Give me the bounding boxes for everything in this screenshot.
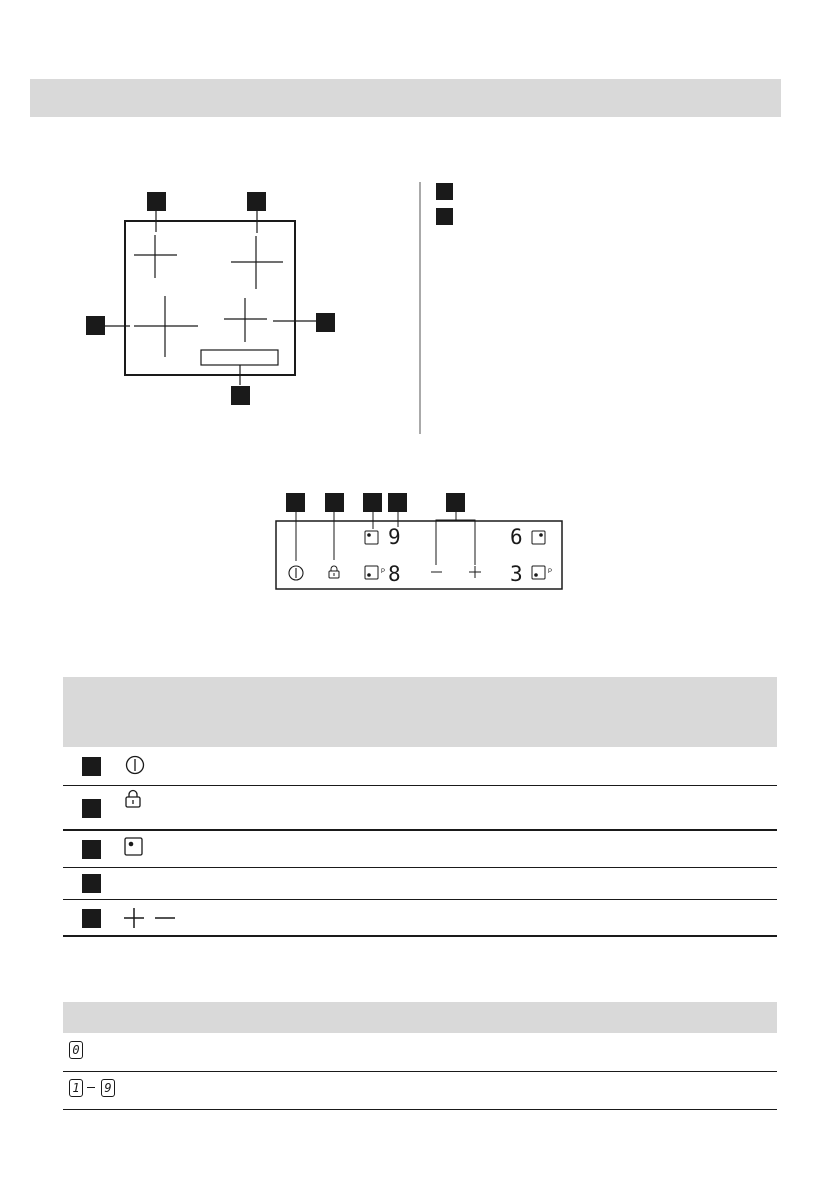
- lock-icon: [123, 789, 143, 811]
- zone-indicator-icon: [365, 531, 378, 544]
- panel-callout-marker: [325, 493, 344, 512]
- row-marker: [82, 909, 101, 928]
- minus-icon: [153, 906, 177, 930]
- cooking-zone-top-left: [134, 235, 177, 278]
- panel-callout-marker: [388, 493, 407, 512]
- table-divider: [63, 1071, 777, 1072]
- table-divider: [63, 785, 777, 786]
- table-divider: [63, 829, 777, 831]
- legend-marker: [436, 208, 453, 225]
- row-marker: [82, 757, 101, 776]
- table-divider: [63, 1109, 777, 1110]
- zone-indicator-icon: [532, 531, 545, 544]
- power-icon: [124, 754, 146, 776]
- callout-marker: [86, 316, 105, 335]
- callout-marker: [247, 192, 266, 211]
- row-marker: [82, 840, 101, 859]
- plus-icon: [469, 566, 481, 578]
- svg-text:P: P: [548, 569, 553, 575]
- callout-marker: [316, 313, 335, 332]
- table-divider: [63, 899, 777, 900]
- cooking-zone-top-right: [231, 236, 283, 289]
- digit-display-bottom-right: 3: [510, 562, 523, 586]
- digit-display-top-right: 6: [510, 525, 523, 549]
- range-dash: [87, 1087, 95, 1088]
- row-marker: [82, 874, 101, 893]
- display-symbol-max: 9: [101, 1079, 115, 1097]
- functions-table-header: [63, 677, 777, 747]
- plus-icon: [122, 906, 148, 930]
- zone-indicator-icon: [532, 566, 552, 579]
- zone-indicator-icon: [123, 836, 145, 858]
- cooking-zone-bottom-right: [224, 298, 267, 342]
- row-marker: [82, 799, 101, 818]
- power-icon: [289, 566, 303, 580]
- legend-marker: [436, 183, 453, 200]
- display-symbol-zero: 0: [69, 1041, 83, 1059]
- zone-indicator-icon: [365, 566, 385, 579]
- hob-outline: [125, 221, 295, 375]
- hob-control-panel-outline: [201, 350, 278, 365]
- svg-text:P: P: [381, 569, 386, 575]
- digit-display-bottom-left: 8: [388, 562, 401, 586]
- callout-marker: [231, 386, 250, 405]
- table-divider: [63, 935, 777, 937]
- lock-icon: [329, 566, 339, 578]
- cooking-zone-bottom-left: [134, 296, 198, 357]
- digit-display-top-left: 9: [388, 525, 401, 549]
- display-symbol-min: 1: [69, 1079, 83, 1097]
- display-table-header: [63, 1002, 777, 1033]
- panel-callout-marker: [446, 493, 465, 512]
- callout-marker: [147, 192, 166, 211]
- panel-callout-marker: [286, 493, 305, 512]
- table-divider: [63, 867, 777, 868]
- panel-callout-marker: [363, 493, 382, 512]
